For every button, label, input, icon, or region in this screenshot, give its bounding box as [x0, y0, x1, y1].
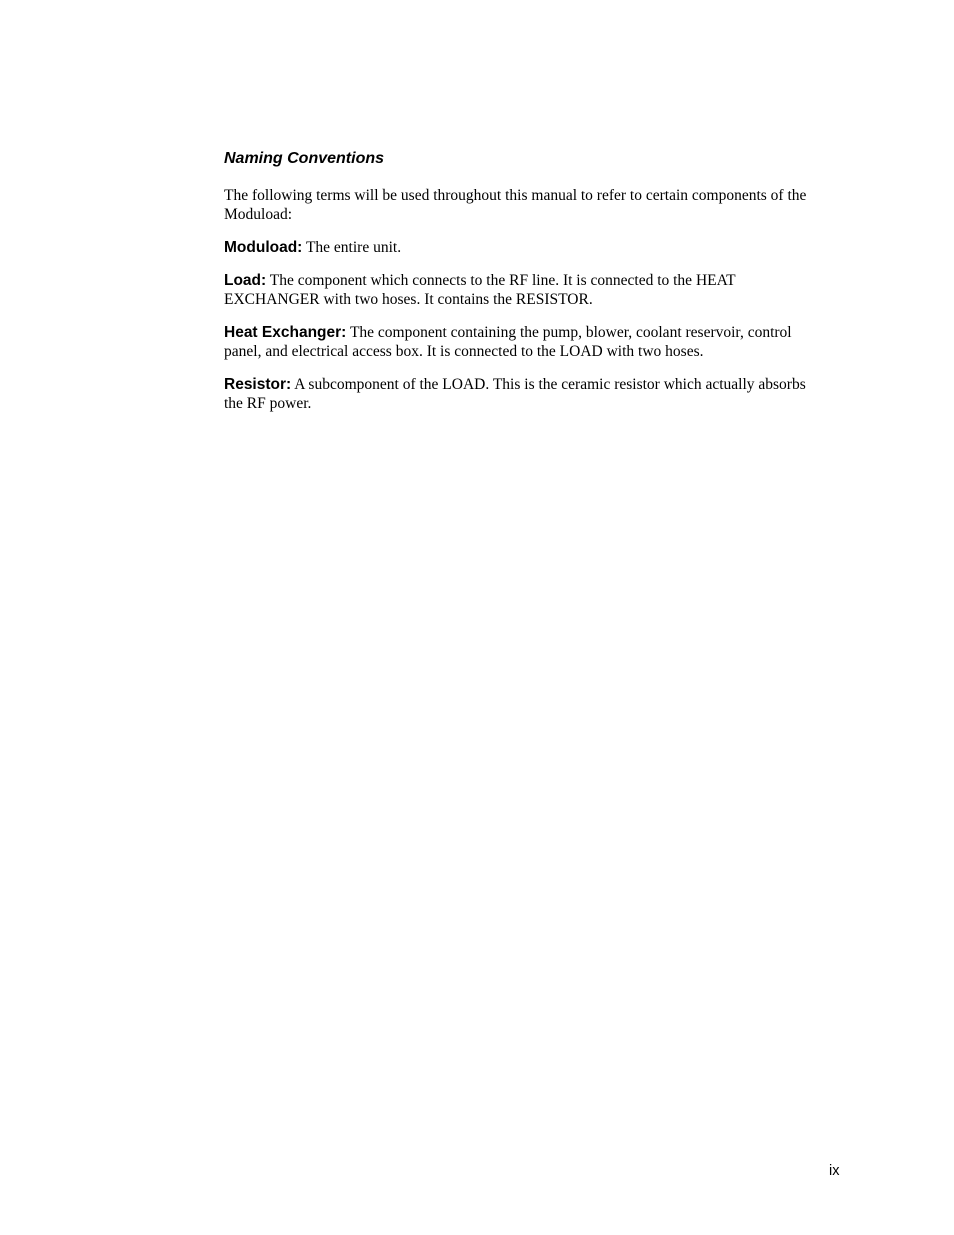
- page-number: ix: [829, 1163, 840, 1179]
- definition-term: Load:: [224, 272, 267, 289]
- definition-moduload: [224, 238, 824, 257]
- definition-term: Moduload:: [224, 239, 303, 256]
- definition-resistor: [224, 375, 824, 413]
- definition-text: The component containing the pump, blower, coolant reservoir, control panel, and electrical access box. It is connected to the LOAD with two hoses.: [224, 324, 792, 360]
- definition-text: The component which connects to the RF line. It is connected to the HEAT EXCHANGER with two hoses. It contains the RESISTOR.: [224, 272, 736, 308]
- intro-paragraph: The following terms will be used throughout this manual to refer to certain components of the Moduload:: [224, 187, 807, 223]
- definition-load: [224, 271, 824, 309]
- page-content: [224, 147, 824, 427]
- section-title: Naming Conventions: [224, 150, 385, 167]
- definition-term: Resistor:: [224, 376, 292, 393]
- definition-text: A subcomponent of the LOAD. This is the ceramic resistor which actually absorbs the RF power.: [224, 376, 806, 412]
- definition-text: The entire unit.: [305, 239, 402, 256]
- definition-term: Heat Exchanger:: [224, 324, 347, 341]
- definition-heat-exchanger: [224, 323, 824, 361]
